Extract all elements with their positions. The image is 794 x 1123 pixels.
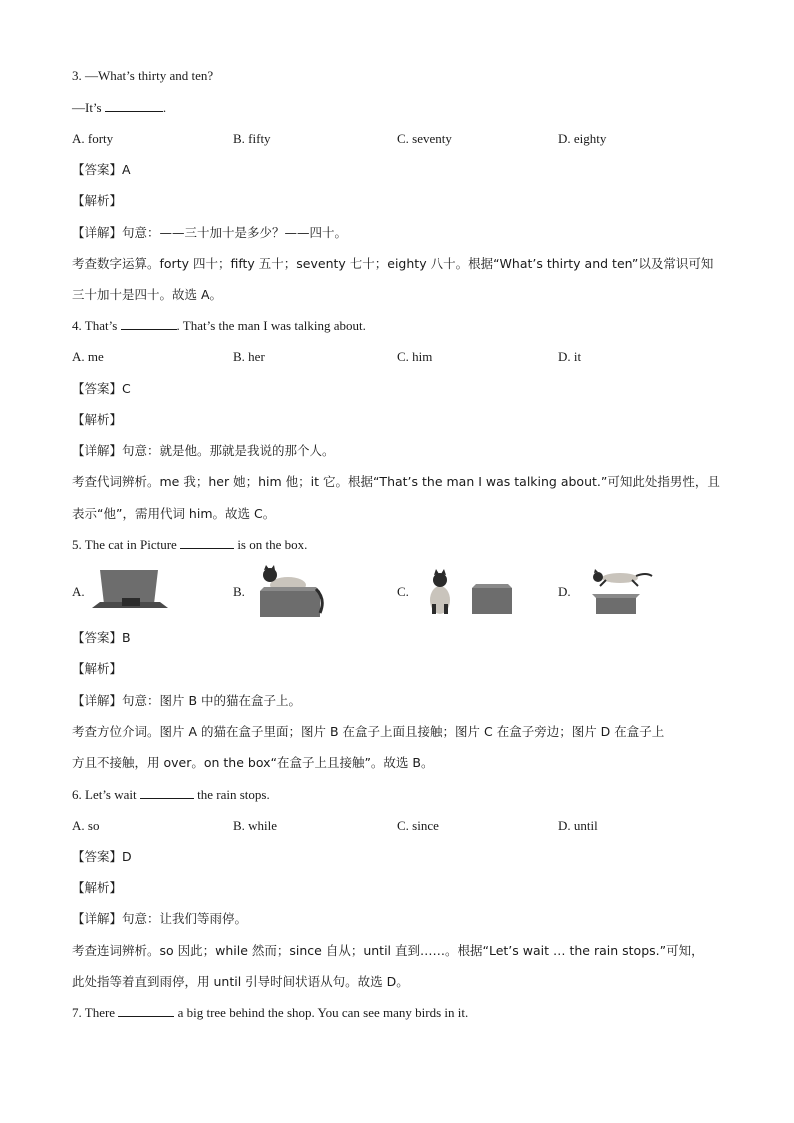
q4-answer: 【答案】C <box>72 381 131 396</box>
q5-stem: 5. The cat in Picture is on the box. <box>72 537 308 552</box>
q3-stem: 3. —What’s thirty and ten? <box>72 68 214 83</box>
q5-answer: 【答案】B <box>72 630 131 645</box>
q3-option-c: C. seventy <box>397 131 452 146</box>
q4-explanation-line1: 考查代词辨析。me 我；her 她；him 他；it 它。根据“That’s the man I was talking about.”可知此处指男性，且 <box>72 474 720 489</box>
q5-explanation-line1: 考查方位介词。图片 A 的猫在盒子里面；图片 B 在盒子上面且接触；图片 C 在盒子旁边；图片 D 在盒子上 <box>72 724 665 739</box>
q5-detail: 【详解】句意：图片 B 中的猫在盒子上。 <box>72 693 302 708</box>
answer-blank <box>180 537 234 549</box>
q6-option-a: A. so <box>72 818 100 833</box>
q3-option-b: B. fifty <box>233 131 271 146</box>
q7-stem: 7. There a big tree behind the shop. You can see many birds in it. <box>72 1005 469 1020</box>
q4-option-c: C. him <box>397 349 433 364</box>
q3-answer: 【答案】A <box>72 162 131 177</box>
q5-explanation-line2: 方且不接触，用 over。on the box“在盒子上且接触”。故选 B。 <box>72 755 434 770</box>
q6-explanation-line1: 考查连词辨析。so 因此；while 然而；since 自从；until 直到……。根据“Let’s wait … the rain stops.”可知， <box>72 943 704 958</box>
q6-answer: 【答案】D <box>72 849 132 864</box>
q6-option-b: B. while <box>233 818 278 833</box>
q3-explanation-line1: 考查数字运算。forty 四十；fifty 五十；seventy 七十；eighty 八十。根据“What’s thirty and ten”以及常识可知 <box>72 256 714 271</box>
picture-b-cat-on-box <box>256 565 326 619</box>
q4-option-b: B. her <box>233 349 265 364</box>
q4-explanation-line2: 表示“他”，需用代词 him。故选 C。 <box>72 506 276 521</box>
q5-option-c: C. <box>397 584 409 599</box>
answer-blank <box>121 318 177 330</box>
q6-option-c: C. since <box>397 818 439 833</box>
picture-d-cat-over-box <box>580 566 656 616</box>
q4-detail: 【详解】句意：就是他。那就是我说的那个人。 <box>72 443 335 458</box>
q3-option-a: A. forty <box>72 131 114 146</box>
answer-blank <box>105 100 163 112</box>
q6-option-d: D. until <box>558 818 598 833</box>
q4-stem: 4. That’s . That’s the man I was talking about. <box>72 318 366 333</box>
answer-blank <box>140 787 194 799</box>
q3-reply: —It’s . <box>72 100 167 115</box>
q5-option-d: D. <box>558 584 571 599</box>
q4-analysis-label: 【解析】 <box>72 412 123 427</box>
picture-a-cat-in-box <box>92 568 168 612</box>
q5-analysis-label: 【解析】 <box>72 661 123 676</box>
q4-option-d: D. it <box>558 349 582 364</box>
q3-analysis-label: 【解析】 <box>72 193 123 208</box>
q6-explanation-line2: 此处指等着直到雨停，用 until 引导时间状语从句。故选 D。 <box>72 974 409 989</box>
q5-option-a: A. <box>72 584 85 599</box>
picture-c-cat-beside-box <box>416 566 518 616</box>
q3-explanation-line2: 三十加十是四十。故选 A。 <box>72 287 223 302</box>
q6-stem: 6. Let’s wait the rain stops. <box>72 787 270 802</box>
q4-option-a: A. me <box>72 349 104 364</box>
answer-blank <box>118 1005 174 1017</box>
q3-detail: 【详解】句意：——三十加十是多少？——四十。 <box>72 225 348 240</box>
q6-analysis-label: 【解析】 <box>72 880 123 895</box>
q6-detail: 【详解】句意：让我们等雨停。 <box>72 911 248 926</box>
q3-option-d: D. eighty <box>558 131 607 146</box>
q5-option-b: B. <box>233 584 245 599</box>
